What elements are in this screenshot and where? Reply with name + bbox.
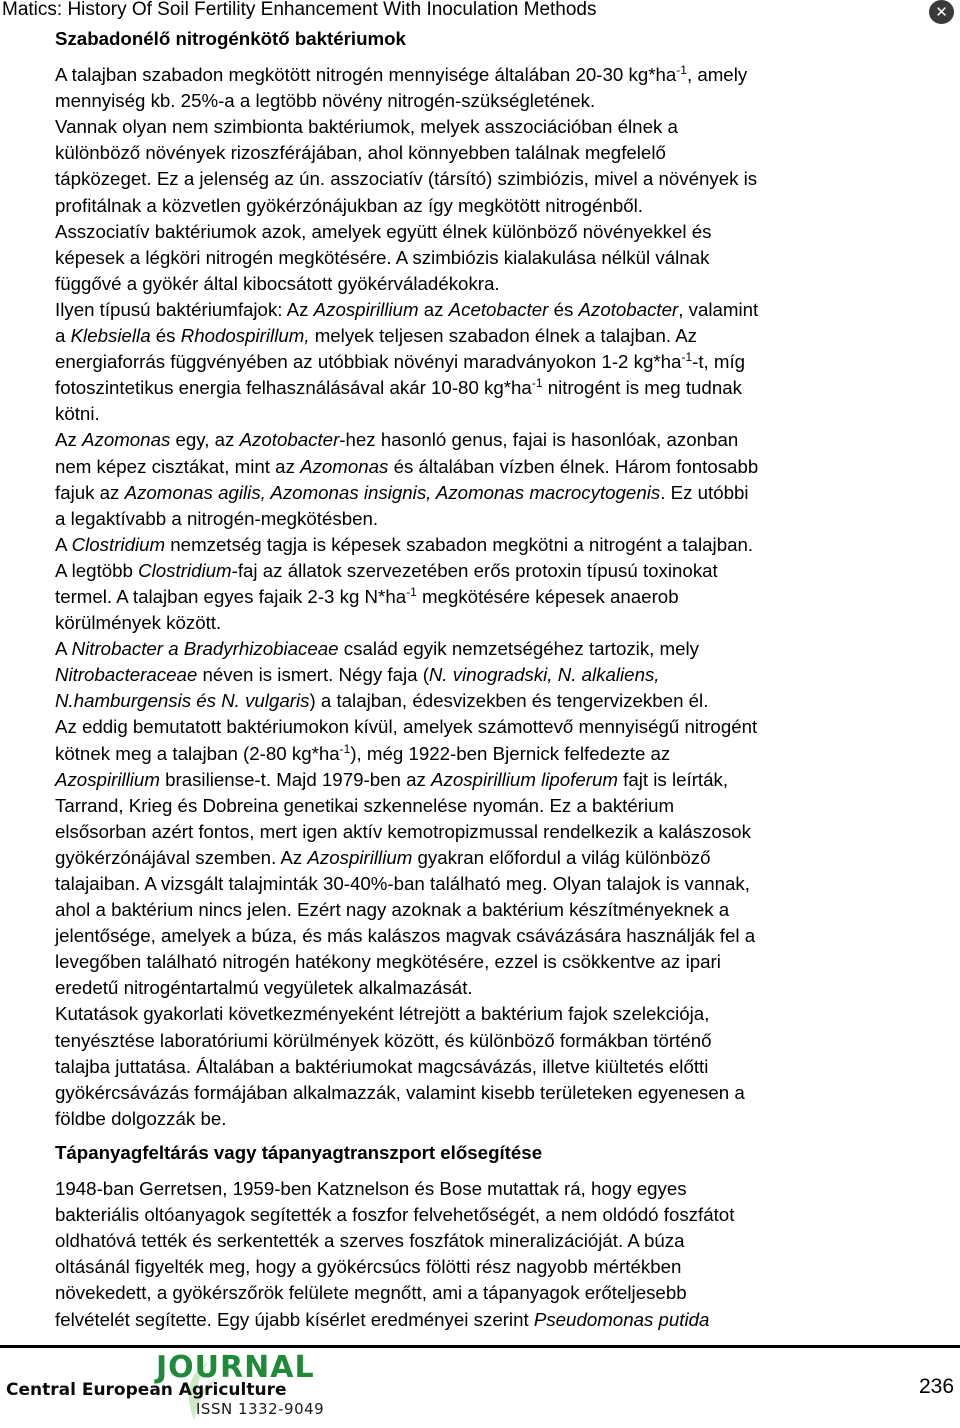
text-line: körülmények között. bbox=[55, 612, 222, 634]
paragraph bbox=[55, 1001, 945, 1131]
text-line: A Nitrobacter a Bradyrhizobiaceae család egyik nemzetségéhez tartozik, mely bbox=[55, 638, 700, 660]
text-line: kötni. bbox=[55, 403, 100, 425]
logo-journal-text: JOURNAL bbox=[156, 1350, 315, 1385]
paragraph bbox=[55, 427, 945, 531]
text-line: Vannak olyan nem szimbionta baktériumok, melyek asszociációban élnek a bbox=[55, 116, 678, 138]
text-line: gyökércsávázás formájában alkalmazzák, valamint kisebb területeken egyenesen a bbox=[55, 1081, 745, 1103]
text-line: különböző növények rizoszférájában, ahol könnyebben találnak megfelelő bbox=[55, 142, 666, 164]
text-line: Nitrobacteraceae néven is ismert. Négy faja (N. vinogradski, N. alkaliens, bbox=[55, 664, 660, 686]
document-header-title: Matics: History Of Soil Fertility Enhancement With Inoculation Methods bbox=[2, 0, 597, 20]
paragraph bbox=[55, 1176, 945, 1333]
text-line: a legaktívabb a nitrogén-megkötésben. bbox=[55, 507, 379, 529]
text-line: képesek a légköri nitrogén megkötésére. A szimbiózis kialakulása nélkül válnak bbox=[55, 246, 710, 268]
text-line: levegőben található nitrogén hatékony megkötésére, ezzel is csökkentve az ipari bbox=[55, 951, 721, 973]
text-line: fajuk az Azomonas agilis, Azomonas insignis, Azomonas macrocytogenis. Ez utóbbi bbox=[55, 481, 749, 503]
text-line: mennyiség kb. 25%-a a legtöbb növény nitrogén-szükségletének. bbox=[55, 90, 596, 112]
text-line: gyökérzónájával szemben. Az Azospirillium gyakran előfordul a világ különböző bbox=[55, 846, 711, 868]
section-heading: Szabadonélő nitrogénkötő baktériumok bbox=[55, 28, 406, 49]
footer-divider bbox=[0, 1345, 960, 1348]
text-line: fotoszintetikus energia felhasználásával akár 10-80 $kg*ha^{-1}$ nitrogént is meg tudnak bbox=[55, 376, 742, 399]
text-line: profitálnak a közvetlen gyökérzónájukban az így megkötött nitrogénből. bbox=[55, 194, 643, 216]
logo-issn-text: ISSN 1332-9049 bbox=[196, 1400, 325, 1418]
text-line: növekedett, a gyökérszőrök felülete megnőtt, ami a tápanyagok erőteljesebb bbox=[55, 1282, 687, 1304]
text-line: A legtöbb Clostridium-faj az állatok szervezetében erős protoxin típusú toxinokat bbox=[55, 559, 718, 581]
text-line: felvételét segítette. Egy újabb kísérlet eredményei szerint Pseudomonas putida bbox=[55, 1308, 710, 1330]
text-line: energiaforrás függvényében az utóbbiak növényi maradványokon 1-2 $kg*ha^{-1}-t$, míg bbox=[55, 350, 746, 373]
text-line: Asszociatív baktériumok azok, amelyek együtt élnek különböző növényekkel és bbox=[55, 220, 712, 242]
text-line: függővé a gyökér által kibocsátott gyökérváladékokra. bbox=[55, 272, 500, 294]
text-line: termel. A talajban egyes fajaik 2-3 kg $N*ha^{-1}$ megkötésére képesek anaerob bbox=[55, 584, 679, 607]
paragraph bbox=[55, 62, 945, 297]
paragraph bbox=[55, 714, 945, 1001]
text-line: Azospirillium brasiliense-t. Majd 1979-ben az Azospirillium lipoferum fajt is leírták, bbox=[55, 768, 729, 790]
text-line: talajba juttatása. Általában a baktériumokat magcsávázás, illetve kiültetés előtti bbox=[55, 1055, 709, 1077]
text-line: A Clostridium nemzetség tagja is képesek szabadon megkötni a nitrogént a talajban. bbox=[55, 533, 754, 555]
text-line: bakteriális oltóanyagok segítették a foszfor felvehetőségét, a nem oldódó foszfátot bbox=[55, 1204, 735, 1226]
text-line: oltásánál figyelték meg, hogy a gyökércsúcs fölötti rész nagyobb mértékben bbox=[55, 1256, 682, 1278]
paragraph bbox=[55, 636, 945, 714]
text-line: kötnek meg a talajban (2-80 $kg*ha^{-1}$), még 1922-ben Bjernick felfedezte az bbox=[55, 741, 671, 764]
text-line: Az eddig bemutatott baktériumokon kívül, amelyek számottevő mennyiségű nitrogént bbox=[55, 716, 758, 738]
text-line: talajaiban. A vizsgált talajminták 30-40%-ban található meg. Olyan talajok is vannak, bbox=[55, 873, 750, 894]
text-line: oldhatóvá tették és serkentették a szerves foszfátok mineralizációját. A búza bbox=[55, 1230, 685, 1252]
journal-logo bbox=[0, 1352, 340, 1424]
text-line: tápközeget. Ez a jelenség az ún. asszociatív (társító) szimbiózis, mivel a növények is bbox=[55, 168, 758, 190]
logo-main-text: Central European Agriculture bbox=[6, 1380, 287, 1400]
text-line: ahol a baktérium nincs jelen. Ezért nagy azoknak a baktérium készítményeknek a bbox=[55, 899, 730, 921]
text-line: földbe dolgozzák be. bbox=[55, 1107, 227, 1129]
section-heading: Tápanyagfeltárás vagy tápanyagtranszport elősegítése bbox=[55, 1141, 543, 1163]
document-body bbox=[55, 26, 945, 1333]
page-number: 236 bbox=[919, 1375, 955, 1398]
text-line: eredetű nitrogéntartalmú vegyületek alkalmazását. bbox=[55, 977, 473, 999]
text-line: elsősorban azért fontos, mert igen aktív kemotropizmussal rendelkezik a kalászosok bbox=[55, 820, 751, 842]
text-line: a Klebsiella és Rhodospirillum, melyek teljesen szabadon élnek a talajban. Az bbox=[55, 325, 698, 347]
text-line: Tarrand, Krieg és Dobreina genetikai szkennelése nyomán. Ez a baktérium bbox=[55, 794, 675, 816]
text-line: Az Azomonas egy, az Azotobacter-hez hasonló genus, fajai is hasonlóak, azonban bbox=[55, 429, 739, 451]
text-line: tenyésztése laboratóriumi körülmények között, és különböző formákban történő bbox=[55, 1029, 712, 1051]
text-line: Kutatások gyakorlati következményeként létrejött a baktérium fajok szelekciója, bbox=[55, 1003, 710, 1025]
paragraph bbox=[55, 297, 945, 427]
text-line: nem képez cisztákat, mint az Azomonas és általában vízben élnek. Három fontosabb bbox=[55, 455, 759, 477]
text-line: jelentősége, amelyek a búza, és más kalászos magvak csávázására használják fel a bbox=[55, 925, 756, 947]
text-line: A talajban szabadon megkötött nitrogén mennyisége általában 20-30 $kg*ha^{-1}$, amely bbox=[55, 63, 748, 86]
text-line: Ilyen típusú baktériumfajok: Az Azospirillium az Acetobacter és Azotobacter, valamint bbox=[55, 298, 759, 320]
text-line: 1948-ban Gerretsen, 1959-ben Katznelson és Bose mutattak rá, hogy egyes bbox=[55, 1178, 687, 1200]
close-icon[interactable]: ✕ bbox=[929, 0, 954, 24]
paragraph bbox=[55, 532, 945, 636]
text-line: N.hamburgensis és N. vulgaris) a talajban, édesvizekben és tengervizekben él. bbox=[55, 690, 709, 712]
